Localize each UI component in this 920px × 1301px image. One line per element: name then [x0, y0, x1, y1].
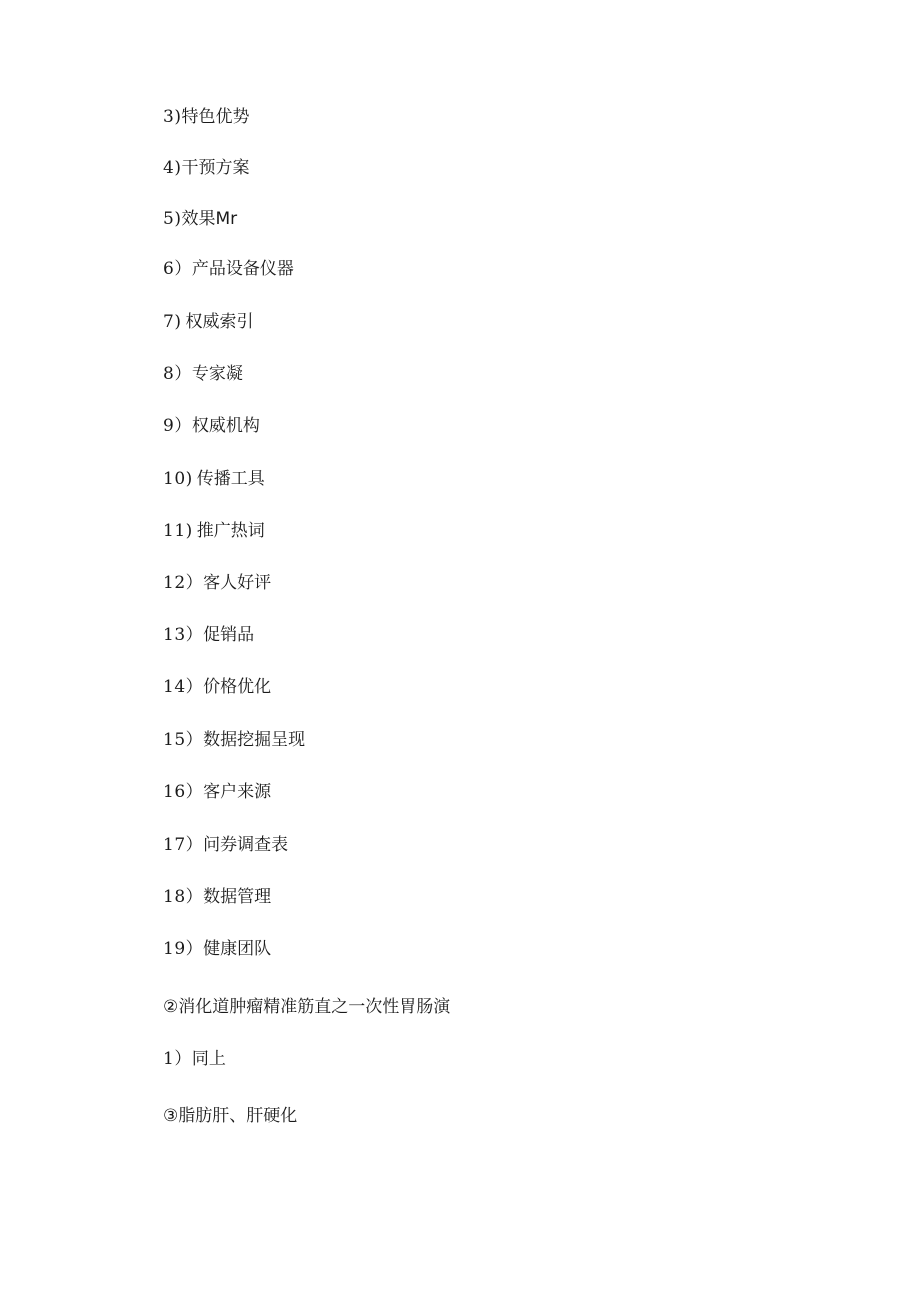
item-number: 5): [163, 209, 182, 229]
item-text: 客人好评: [203, 573, 272, 593]
item-number: 4): [163, 158, 182, 178]
list-item: [163, 157, 249, 179]
list-item: [163, 106, 249, 128]
list-item: [163, 415, 260, 437]
item-number: 19）: [163, 939, 204, 959]
list-item: [163, 938, 271, 960]
list-item: [163, 781, 271, 803]
section-heading-text: ③脂肪肝、肝硬化: [163, 1106, 298, 1126]
item-number: 16）: [163, 782, 204, 802]
list-item: [163, 258, 294, 280]
section-heading: [163, 996, 450, 1018]
item-number: 14）: [163, 677, 204, 697]
item-number: 17）: [163, 835, 204, 855]
list-item: [163, 729, 305, 751]
item-text: 干预方案: [181, 158, 250, 178]
item-text: 同上: [191, 1049, 226, 1069]
item-text: 权威机构: [191, 416, 260, 436]
list-item: [163, 363, 243, 385]
list-item: [163, 311, 253, 333]
item-number: 13）: [163, 625, 204, 645]
item-text: 权威索引: [185, 312, 254, 332]
item-number: 7): [163, 312, 182, 332]
item-number: 11): [163, 521, 193, 541]
list-item: [163, 886, 271, 908]
section-heading: [163, 1105, 297, 1127]
item-text: 数据挖掘呈现: [203, 730, 306, 750]
item-number: 9）: [163, 416, 192, 436]
item-number: 10): [163, 469, 193, 489]
section-heading-text: ②消化道肿瘤精准筋直之一次性胃肠演: [163, 997, 451, 1017]
item-number: 3): [163, 107, 182, 127]
list-item: [163, 208, 237, 230]
list-item: [163, 1048, 226, 1070]
item-text: 推广热词: [196, 521, 265, 541]
item-text: 传播工具: [196, 469, 265, 489]
item-text: 价格优化: [203, 677, 272, 697]
item-text: 客户来源: [203, 782, 272, 802]
list-item: [163, 676, 271, 698]
item-text: 数据管理: [203, 887, 272, 907]
item-text: 促销品: [203, 625, 255, 645]
list-item: [163, 468, 265, 490]
item-number: 18）: [163, 887, 204, 907]
list-item: [163, 520, 265, 542]
item-number: 6）: [163, 259, 192, 279]
item-text: 产品设备仪器: [191, 259, 294, 279]
list-item: [163, 572, 271, 594]
item-text: 专家凝: [191, 364, 243, 384]
item-text: 健康团队: [203, 939, 272, 959]
item-number: 1）: [163, 1049, 192, 1069]
list-item: [163, 624, 254, 646]
item-number: 15）: [163, 730, 204, 750]
item-number: 12）: [163, 573, 204, 593]
item-text: 效果Mr: [181, 209, 238, 229]
list-item: [163, 834, 288, 856]
item-number: 8）: [163, 364, 192, 384]
item-text: 特色优势: [181, 107, 250, 127]
item-text: 问券调查表: [203, 835, 289, 855]
